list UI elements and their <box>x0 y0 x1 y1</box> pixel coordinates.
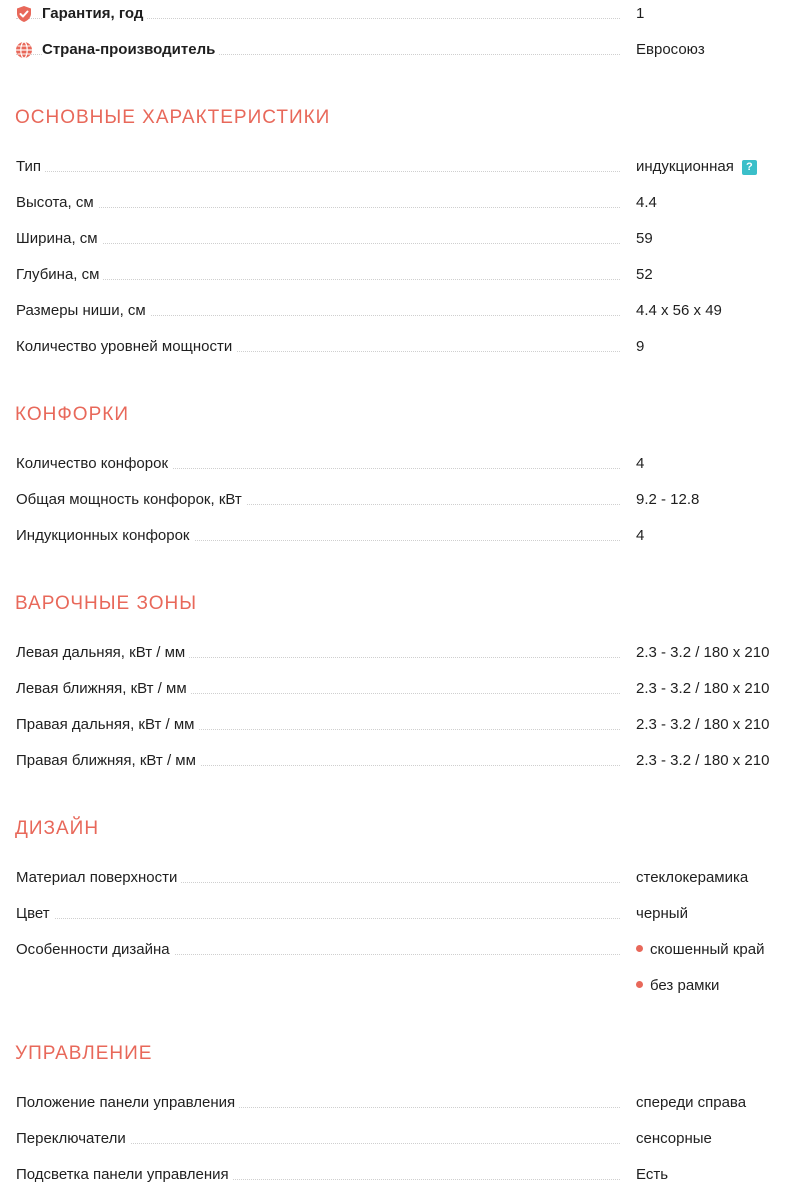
spec-label: Подсветка панели управления <box>16 1163 233 1187</box>
spec-value: стеклокерамика <box>636 869 749 886</box>
spec-label: Положение панели управления <box>16 1091 239 1115</box>
spec-value <box>636 155 757 179</box>
spec-row <box>0 1163 793 1187</box>
spec-value: 4 <box>636 527 645 544</box>
section-title-burners: КОНФОРКИ <box>15 404 129 425</box>
spec-label: Гарантия, год <box>42 2 147 26</box>
section-title-main: ОСНОВНЫЕ ХАРАКТЕРИСТИКИ <box>15 107 331 128</box>
spec-row <box>0 749 793 773</box>
bullet-icon <box>636 981 643 988</box>
spec-label: Высота, см <box>16 191 98 215</box>
spec-row <box>0 1127 793 1151</box>
spec-value: 2.3 - 3.2 / 180 x 210 <box>636 752 770 769</box>
spec-row <box>0 263 793 287</box>
spec-value: 9 <box>636 338 645 355</box>
spec-label: Правая ближняя, кВт / мм <box>16 749 200 773</box>
spec-row <box>0 866 793 890</box>
spec-label: Левая ближняя, кВт / мм <box>16 677 191 701</box>
spec-row <box>0 902 793 926</box>
spec-row-country <box>0 38 793 62</box>
spec-value: 4.4 <box>636 194 657 211</box>
spec-row <box>0 677 793 701</box>
spec-value: 2.3 - 3.2 / 180 x 210 <box>636 644 770 661</box>
leader-dots <box>16 171 620 172</box>
spec-row <box>0 713 793 737</box>
spec-row-warranty <box>0 2 793 26</box>
spec-label: Правая дальняя, кВт / мм <box>16 713 199 737</box>
spec-value: 52 <box>636 266 653 283</box>
spec-row <box>0 191 793 215</box>
leader-dots <box>16 207 620 208</box>
section-title-cooking-zones: ВАРОЧНЫЕ ЗОНЫ <box>15 593 198 614</box>
spec-label: Количество конфорок <box>16 452 172 476</box>
spec-label: Индукционных конфорок <box>16 524 194 548</box>
help-icon[interactable]: ? <box>742 160 757 175</box>
spec-label: Количество уровней мощности <box>16 335 236 359</box>
spec-row <box>0 488 793 512</box>
spec-row <box>0 938 793 962</box>
spec-row <box>0 335 793 359</box>
spec-row <box>0 1091 793 1115</box>
spec-value-text: индукционная <box>636 158 734 175</box>
spec-value: черный <box>636 905 688 922</box>
spec-label: Особенности дизайна <box>16 938 174 962</box>
spec-value <box>636 938 764 962</box>
bullet-icon <box>636 945 643 952</box>
shield-check-icon <box>15 5 33 23</box>
spec-row <box>0 299 793 323</box>
spec-value: 4 <box>636 455 645 472</box>
spec-row <box>0 452 793 476</box>
spec-value: 1 <box>636 5 645 22</box>
spec-value-item: без рамки <box>650 977 720 994</box>
spec-value: 9.2 - 12.8 <box>636 491 700 508</box>
section-title-design: ДИЗАЙН <box>15 818 100 839</box>
spec-label: Размеры ниши, см <box>16 299 150 323</box>
spec-row <box>0 155 793 179</box>
spec-row <box>0 227 793 251</box>
leader-dots <box>16 243 620 244</box>
spec-label: Ширина, см <box>16 227 102 251</box>
spec-value <box>636 974 719 998</box>
spec-value: Евросоюз <box>636 41 705 58</box>
spec-label: Общая мощность конфорок, кВт <box>16 488 246 512</box>
spec-label: Левая дальняя, кВт / мм <box>16 641 189 665</box>
section-title-controls: УПРАВЛЕНИЕ <box>15 1043 153 1064</box>
spec-row <box>0 641 793 665</box>
spec-value: 2.3 - 3.2 / 180 x 210 <box>636 716 770 733</box>
spec-value: 59 <box>636 230 653 247</box>
spec-value: 4.4 x 56 x 49 <box>636 302 722 319</box>
globe-icon <box>15 41 33 59</box>
spec-label: Страна-производитель <box>42 38 219 62</box>
spec-label: Тип <box>16 155 45 179</box>
spec-value: спереди справа <box>636 1094 747 1111</box>
spec-label: Глубина, см <box>16 263 103 287</box>
spec-value: 2.3 - 3.2 / 180 x 210 <box>636 680 770 697</box>
leader-dots <box>16 279 620 280</box>
leader-dots <box>16 918 620 919</box>
spec-label: Переключатели <box>16 1127 130 1151</box>
spec-row <box>0 524 793 548</box>
spec-label: Материал поверхности <box>16 866 181 890</box>
spec-label: Цвет <box>16 902 54 926</box>
spec-value: Есть <box>636 1166 669 1183</box>
spec-row-continued <box>0 974 793 998</box>
spec-value: сенсорные <box>636 1130 712 1147</box>
spec-value-item: скошенный край <box>650 941 765 958</box>
